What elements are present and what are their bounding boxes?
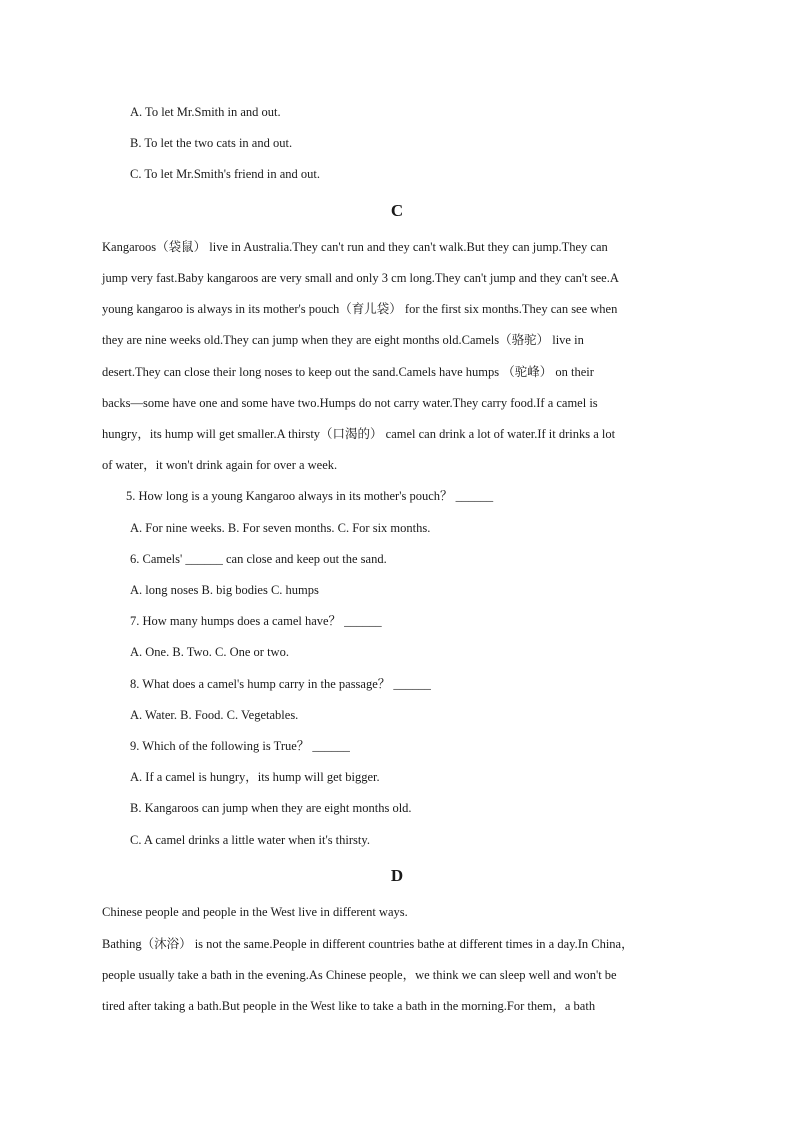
question-6-options: A. long noses B. big bodies C. humps [130,583,319,597]
question-9-option-a: A. If a camel is hungry，its hump will get bigger. [130,770,380,784]
passage-line: Chinese people and people in the West live in different ways. [102,905,408,919]
question-5: 5. How long is a young Kangaroo always in its mother's pouch？ ______ [126,489,494,503]
passage-line: hungry，its hump will get smaller.A thirsty（口渴的） camel can drink a lot of water.If it drinks a lot [102,427,616,441]
passage-line: jump very fast.Baby kangaroos are very small and only 3 cm long.They can't jump and they can't see.A [102,271,619,285]
passage-line: desert.They can close their long noses to keep out the sand.Camels have humps （驼峰） on their [102,365,594,379]
question-7: 7. How many humps does a camel have？ ______ [130,614,382,628]
option-c: C. To let Mr.Smith's friend in and out. [130,167,321,181]
question-7-options: A. One. B. Two. C. One or two. [130,645,289,659]
passage-line: Kangaroos（袋鼠） live in Australia.They can't run and they can't walk.But they can jump.They can [102,240,608,254]
question-6: 6. Camels' ______ can close and keep out the sand. [130,552,387,566]
question-9-option-c: C. A camel drinks a little water when it's thirsty. [130,833,370,847]
passage-line: of water，it won't drink again for over a week. [102,458,338,472]
question-8: 8. What does a camel's hump carry in the passage？ ______ [130,677,431,691]
passage-line: tired after taking a bath.But people in the West like to take a bath in the morning.For them，a bath [102,999,596,1013]
passage-line: Bathing（沐浴） is not the same.People in different countries bathe at different times in a day.In China， [102,937,634,951]
passage-line: they are nine weeks old.They can jump when they are eight months old.Camels（骆驼） live in [102,333,584,347]
section-d-title: D [390,866,404,885]
option-b: B. To let the two cats in and out. [130,136,293,150]
question-8-options: A. Water. B. Food. C. Vegetables. [130,708,299,722]
passage-line: backs—some have one and some have two.Humps do not carry water.They carry food.If a camel is [102,396,598,410]
question-9: 9. Which of the following is True？ ______ [130,739,350,753]
section-c-title: C [390,201,404,220]
question-9-option-b: B. Kangaroos can jump when they are eight months old. [130,801,412,815]
question-5-options: A. For nine weeks. B. For seven months. C. For six months. [130,521,431,535]
option-a: A. To let Mr.Smith in and out. [130,105,281,119]
passage-line: young kangaroo is always in its mother's pouch（育儿袋） for the first six months.They can see when [102,302,618,316]
passage-line: people usually take a bath in the evening.As Chinese people，we think we can sleep well and won't be [102,968,617,982]
